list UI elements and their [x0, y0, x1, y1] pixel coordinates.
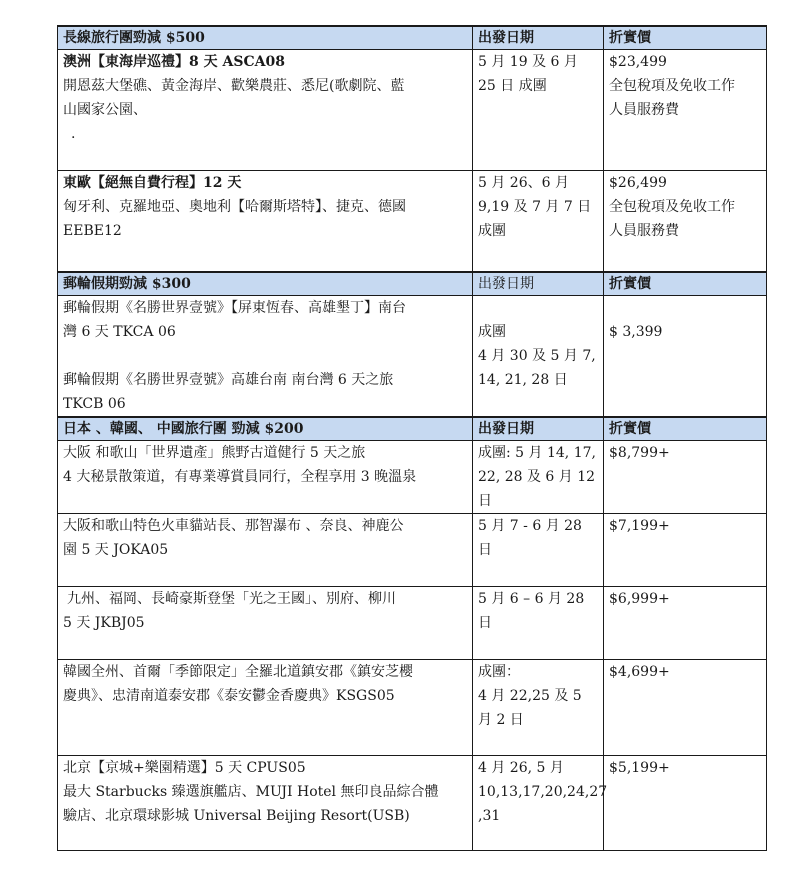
- date-line: 9,19 及 7 月 7 日: [478, 199, 592, 215]
- price-column-header: 折實價: [604, 417, 767, 441]
- tour-desc-line: 慶典》、忠清南道泰安郡《泰安鬱金香慶典》KSGS05: [63, 687, 395, 704]
- tour-desc-line: 大阪和歌山特色火車貓站長、那智瀑布 、奈良、神鹿公: [63, 517, 404, 534]
- tour-desc-line: 大阪 和歌山「世界遺產」熊野古道健行 5 天之旅: [63, 444, 366, 461]
- discounted-price: [604, 295, 767, 417]
- price-note: 全包稅項及免收工作: [609, 199, 735, 215]
- date-column-header: 出發日期: [473, 417, 604, 441]
- date-line: 4 月 26, 5 月: [478, 759, 564, 776]
- tour-desc-line: 開恩茲大堡礁、黃金海岸、歡樂農莊、悉尼(歌劇院、藍: [63, 78, 405, 94]
- tour-description: [58, 171, 473, 272]
- date-line: 日: [478, 541, 492, 558]
- date-column-header: 出發日期: [473, 26, 604, 50]
- tour-desc-line: .: [71, 126, 76, 142]
- discounted-price: [604, 586, 767, 659]
- discounted-price: [604, 50, 767, 171]
- price-value: $8,799+: [609, 444, 670, 461]
- tour-description: [58, 659, 473, 755]
- tour-desc-line: 驗店、北京環球影城 Universal Beijing Resort(USB): [63, 807, 410, 824]
- section-title: 郵輪假期勁減 $300: [58, 272, 473, 296]
- discounted-price: [604, 755, 767, 850]
- table-row: [58, 295, 767, 417]
- table-row: [58, 171, 767, 272]
- table-row: [58, 586, 767, 659]
- date-line: 5 月 7 - 6 月 28: [478, 517, 582, 534]
- tour-desc-line: 郵輪假期《名勝世界壹號》高雄台南 南台灣 6 天之旅: [63, 371, 394, 388]
- date-line: 日: [478, 614, 492, 631]
- section-header-asia: [58, 417, 767, 441]
- table-row: [58, 440, 767, 513]
- discounted-price: [604, 171, 767, 272]
- tour-desc-line: 韓國全州、首爾「季節限定」全羅北道鎮安郡《鎮安芝櫻: [63, 663, 413, 680]
- date-line: 14, 21, 28 日: [478, 371, 568, 388]
- date-line: 成團: [478, 223, 506, 239]
- tour-description: [58, 755, 473, 850]
- date-line: 成團: 5 月 14, 17,: [478, 444, 596, 461]
- tour-desc-line: 郵輪假期《名勝世界壹號》【屏東恆春、高雄墾丁】南台: [63, 299, 406, 316]
- table-row: [58, 50, 767, 171]
- tour-desc-line: 匈牙利、克羅地亞、奧地利【哈爾斯塔特】、捷克、德國: [63, 199, 406, 215]
- price-value: $5,199+: [609, 759, 670, 776]
- table-row: [58, 513, 767, 586]
- tour-desc-line: 山國家公園、: [63, 102, 147, 118]
- date-line: 25 日 成團: [478, 78, 547, 94]
- price-value: $26,499: [609, 175, 667, 191]
- price-note: 人員服務費: [609, 223, 679, 239]
- date-line: 成團：: [478, 663, 520, 680]
- tour-title: 澳洲【東海岸巡禮】8 天 ASCA08: [63, 54, 285, 70]
- date-line: 10,13,17,20,24,27: [478, 783, 608, 800]
- tour-description: [58, 295, 473, 417]
- departure-dates: [473, 171, 604, 272]
- price-value: $7,199+: [609, 517, 670, 534]
- tour-desc-line: 4 大秘景散策道，有專業導賞員同行，全程享用 3 晚溫泉: [63, 468, 417, 485]
- departure-dates: [473, 440, 604, 513]
- section-header-cruise: [58, 272, 767, 296]
- price-note: 人員服務費: [609, 102, 679, 118]
- date-line: 22, 28 及 6 月 12: [478, 468, 596, 485]
- date-line: 4 月 30 及 5 月 7,: [478, 347, 596, 364]
- section-title: 長線旅行團勁減 $500: [58, 26, 473, 50]
- departure-dates: [473, 50, 604, 171]
- table-row: [58, 659, 767, 755]
- departure-dates: [473, 755, 608, 850]
- discounted-price: [604, 440, 767, 513]
- date-line: 4 月 22,25 及 5: [478, 687, 582, 704]
- tour-desc-line: 灣 6 天 TKCA 06: [63, 323, 176, 340]
- tour-price-table: [57, 25, 767, 851]
- tour-description: [58, 586, 473, 659]
- price-value: $23,499: [609, 54, 667, 70]
- price-column-header: 折實價: [604, 272, 767, 296]
- departure-dates: [473, 659, 604, 755]
- departure-dates: [473, 295, 604, 417]
- date-line: 5 月 19 及 6 月: [478, 54, 578, 70]
- date-line: 5 月 6 – 6 月 28: [478, 590, 585, 607]
- tour-description: [58, 513, 473, 586]
- tour-desc-line: 九州、福岡、長崎豪斯登堡「光之王國」、別府、柳川: [67, 590, 396, 607]
- tour-desc-line: 北京【京城+樂園精選】5 天 CPUS05: [63, 759, 306, 776]
- discounted-price: [604, 513, 767, 586]
- price-column-header: 折實價: [604, 26, 767, 50]
- section-header-long-haul: [58, 26, 767, 50]
- date-line: 日: [478, 492, 492, 509]
- date-line: 月 2 日: [478, 711, 524, 728]
- tour-desc-line: 最大 Starbucks 臻選旗艦店、MUJI Hotel 無印良品綜合體: [63, 783, 439, 800]
- date-line: ,31: [478, 807, 501, 824]
- tour-description: [58, 50, 473, 171]
- price-value: $4,699+: [609, 663, 670, 680]
- tour-desc-line: EEBE12: [63, 223, 122, 239]
- tour-desc-line: 5 天 JKBJ05: [63, 614, 145, 631]
- tour-title: 東歐【絕無自費行程】12 天: [63, 175, 242, 191]
- date-line: 成團: [478, 323, 506, 340]
- date-column-header: 出發日期: [473, 272, 604, 296]
- table-row: [58, 755, 767, 850]
- tour-desc-line: TKCB 06: [63, 395, 126, 412]
- price-value: $6,999+: [609, 590, 670, 607]
- date-line: 5 月 26、6 月: [478, 175, 569, 191]
- tour-desc-line: 園 5 天 JOKA05: [63, 541, 169, 558]
- price-value: $ 3,399: [609, 323, 663, 340]
- discounted-price: [604, 659, 767, 755]
- departure-dates: [473, 513, 604, 586]
- tour-description: [58, 440, 473, 513]
- departure-dates: [473, 586, 604, 659]
- price-note: 全包稅項及免收工作: [609, 78, 735, 94]
- section-title: 日本 、韓國、 中國旅行團 勁減 $200: [58, 417, 473, 441]
